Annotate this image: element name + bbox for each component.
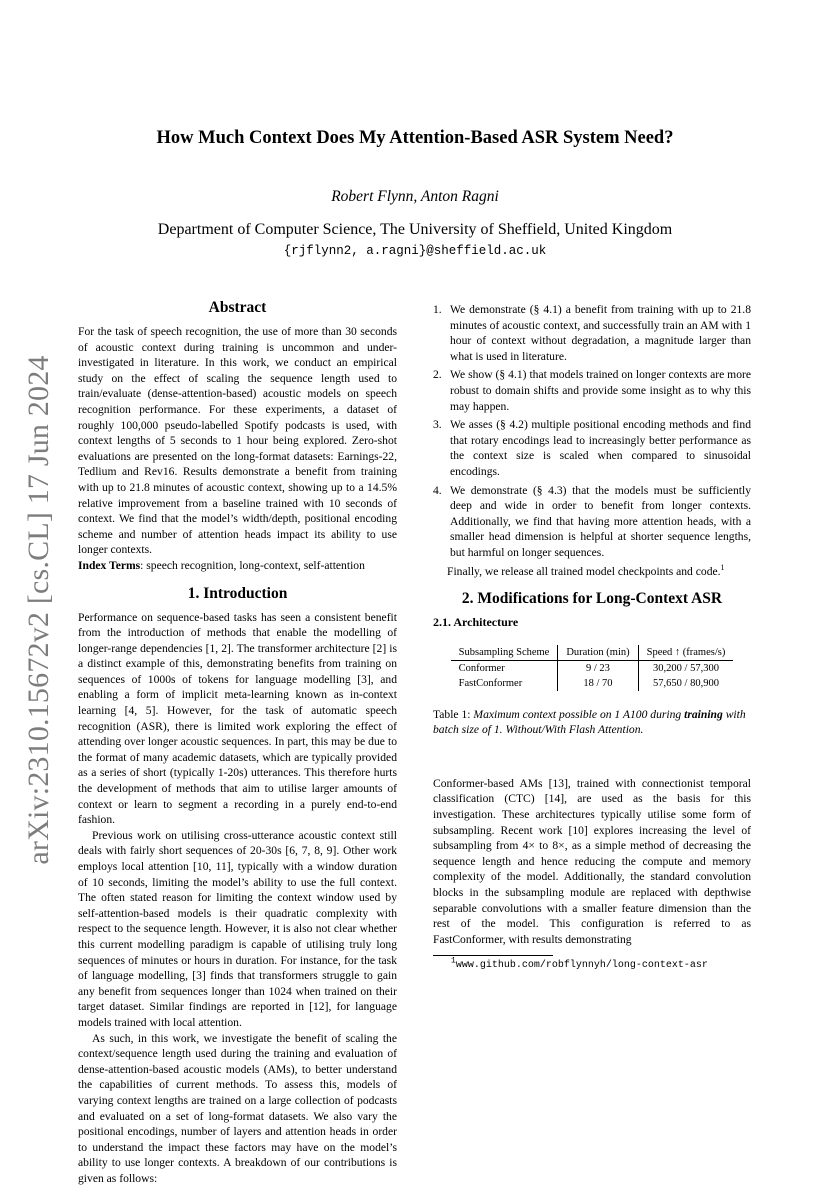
intro-paragraph-3: As such, in this work, we investigate the benefit of scaling the context/sequence length used during the training and evaluation of dense-attention-based acoustic models (AMs), to better understand the capabilities of current methods. To assess this, models of varying context lengths are trained on a large collection of podcasts and evaluated on a set of long-format datasets. We also vary the positional encodings, number of layers and attention heads in order to understand the impact these factors may have on the model’s ability to use longer contexts. A breakdown of our contributions is given as follows: [78, 1031, 397, 1185]
abstract-text: For the task of speech recognition, the use of more than 30 seconds of acoustic context during training is uncommon and under-investigated in literature. In this work, we conduct an empirical study on the effect of scaling the sequence length used to train/evaluate (dense-attention-based) acoustic models on speech recognition performance. For these experiments, a dataset of roughly 100,000 pseudo-labelled Spotify podcasts is used, with context lengths of 5 seconds to 1 hour being explored. Zero-shot evaluations are presented on the long-format datasets: Earnings-22, Tedlium and Rev16. Results demonstrate a benefit from training with up to 21.8 minutes of acoustic context, showing up to a 14.5% relative improvement from a baseline trained with 10 seconds of context. We find that the model’s width/depth, positional encoding scheme and number of attention heads impact its ability to use longer contexts. [78, 325, 397, 557]
list-item: 1. We demonstrate (§ 4.1) a benefit from training with up to 21.8 minutes of acoustic context, and successfully train an AM with 1 hour of context without degradation, a magnitude larger than what is used in literature. [433, 303, 751, 363]
section2-paragraph: Conformer-based AMs [13], trained with connectionist temporal classification (CTC) [14], are used as the basis for this investigation. These architectures typically utilise some form of subsampling. Recent work [10] explores increasing the level of subsampling from 4× to 8×, as a simple method of decreasing the sequence length and hence reducing the compute and memory complexity of the model. Additionally, the standard convolution blocks in the subsampling module are replaced with depthwise separable convolutions with a smaller feature dimension than the rest of the model. This configuration is referred to as FastConformer, with results demonstrating [433, 776, 751, 946]
authors: Robert Flynn, Anton Ragni [331, 188, 499, 205]
table-row: FastConformer 18 / 70 57,650 / 80,900 [451, 676, 734, 691]
table-header: Subsampling Scheme [451, 645, 558, 661]
section2-heading: 2. Modifications for Long-Context ASR [461, 590, 723, 608]
list-item: 2. We show (§ 4.1) that models trained on longer contexts are more robust to domain shifts and provide some insight as to why this may happen. [433, 368, 751, 413]
right-column [433, 298, 751, 974]
table-caption: Table 1: Maximum context possible on 1 A100 during training with batch size of 1. Without/With Flash Attention. [433, 707, 746, 737]
paper-title: How Much Context Does My Attention-Based ASR System Need? [156, 128, 674, 148]
affiliation: Department of Computer Science, The University of Sheffield, United Kingdom [157, 221, 673, 238]
finally-sentence: Finally, we release all trained model checkpoints and code.$^1$ [447, 562, 725, 578]
list-item: 4. We demonstrate (§ 4.3) that the models must be sufficiently deep and wide in order to benefit from longer contexts. Additionally, we find that having more attention heads, with a smaller head dimension is helpful at shorter sequence lengths, but harmful on longer sequences. [433, 483, 751, 559]
introduction-heading: 1. Introduction [187, 584, 288, 602]
arxiv-id: arXiv:2310.15672v2 [cs.CL] 17 Jun 2024 [22, 355, 55, 865]
subsection-heading: 2.1. Architecture [433, 615, 519, 630]
footnote[interactable]: $^1$www.github.com/robflynnyh/long-context-asr [451, 957, 708, 972]
index-terms-text: : speech recognition, long-context, self-attention [140, 558, 365, 572]
email: {rjflynn2, a.ragni}@sheffield.ac.uk [283, 244, 547, 258]
intro-paragraph-2: Previous work on utilising cross-utterance acoustic context still deals with fairly short sequences of 20-30s [6, 7, 8, 9]. Other work employs local attention [10, 11], typically with a window duration of 10 seconds, limiting the model’s ability to use the full context. The often stated reason for limiting the context window used by self-attention-based models is their quadratic complexity with respect to the sequence length. However, it is also not clear whether this current modelling paradigm is capable of utilising truly long sequences of minutes or hours in duration. For instance, for the task of language modelling, [3] finds that transformers struggle to gain any benefit from sequences longer than 1024 when trained on their target dataset. Similar findings are reported in [12], for language models trained with local attention. [78, 828, 397, 1029]
abstract-heading: Abstract [208, 299, 267, 316]
table-header: Speed ↑ (frames/s) [638, 645, 733, 661]
context-table [451, 645, 734, 691]
contributions-list [433, 302, 751, 561]
left-column [78, 298, 397, 1186]
list-item: 3. We asses (§ 4.2) multiple positional encoding methods and find that rotary encodings lead to increasingly better performance as the context size is scaled when compared to sinusoidal encodings. [433, 418, 751, 478]
intro-paragraph-1: Performance on sequence-based tasks has seen a consistent benefit from the introduction of methods that enable the modelling of longer-range dependencies [1, 2]. The transformer architecture [2] is a distinct example of this, demonstrating benefits from training on sequences of 1000s of tokens for language modelling [3], and enabling a form of implicit meta-learning known as in-context learning [4, 5]. However, for the task of automatic speech recognition (ASR), there is limited work exploring the effect of attending over longer acoustic sequences. In part, this may be due to the format of many academic datasets, which are typically provided as a series of short (typically 1-20s) utterances. This therefore hurts the development of methods that aim to utilise larger amounts of context or learn to segment a recording in a purely end-to-end fashion. [78, 610, 397, 827]
table-row: Conformer 9 / 23 30,200 / 57,300 [451, 660, 734, 676]
index-terms-label: Index Terms [78, 558, 141, 572]
footnote-mark: 1 [720, 562, 725, 572]
table-header: Duration (min) [558, 645, 638, 661]
arxiv-sidebar [18, 355, 60, 865]
index-terms [78, 558, 397, 574]
